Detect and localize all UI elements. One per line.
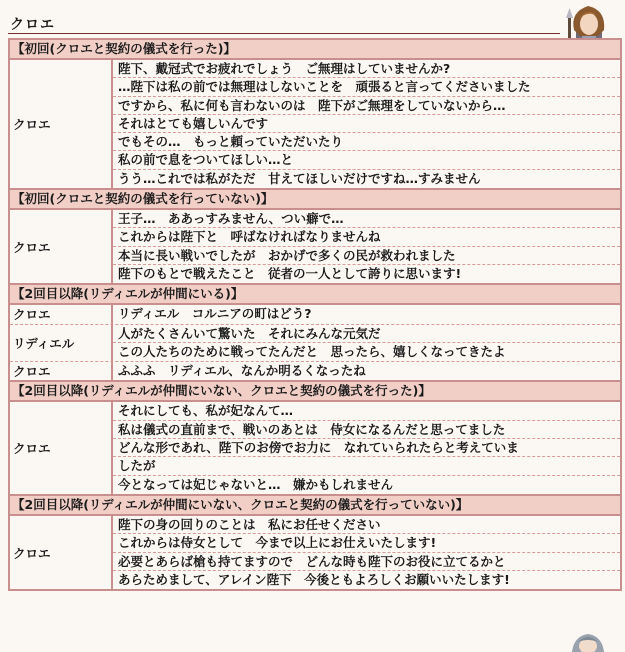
dialogue-line: これからは侍女として 今まで以上にお仕えいたします! bbox=[113, 534, 620, 552]
dialogue-group bbox=[10, 516, 620, 591]
dialogue-line: それにしても、私が妃なんて… bbox=[113, 402, 620, 420]
section-header: 【2回目以降(リディエルが仲間にいない、クロエと契約の儀式を行った)】 bbox=[10, 380, 620, 402]
dialogue-line: したが bbox=[113, 457, 620, 475]
title-divider bbox=[8, 33, 560, 34]
page-title: クロエ bbox=[10, 17, 55, 33]
dialogue-line: これからは陛下と 呼ばなければなりませんね bbox=[113, 228, 620, 246]
dialogue-line: この人たちのために戦ってたんだと 思ったら、嬉しくなってきたよ bbox=[118, 343, 506, 359]
dialogue-line: 必要とあらば槍も持てますので どんな時も陛下のお役に立てるかと bbox=[113, 553, 620, 571]
dialogue-line: どんな形であれ、陛下のお傍でお力に なれていられたらと考えていま bbox=[113, 439, 620, 457]
dialogue-line: リディエル コルニアの町はどう? bbox=[118, 306, 312, 322]
dialogue-line: 王子… ああっすみません、つい癖で… bbox=[113, 210, 620, 228]
dialogue-line: 私の前で息をついてほしい…と bbox=[113, 151, 620, 169]
speaker-name: クロエ bbox=[10, 60, 113, 188]
dialogue-line: 本当に長い戦いでしたが おかげで多くの民が救われました bbox=[113, 247, 620, 265]
dialogue-line: 私は儀式の直前まで、戦いのあとは 侍女になるんだと思ってました bbox=[113, 421, 620, 439]
dialogue-line: あらためまして、アレイン陛下 今後ともよろしくお願いいたします! bbox=[118, 571, 510, 587]
dialogue-line: 陛下のもとで戦えたこと 従者の一人として誇りに思います! bbox=[118, 265, 462, 281]
section-header: 【初回(クロエと契約の儀式を行った)】 bbox=[10, 38, 620, 60]
dialogue-line: 今となっては妃じゃないと… 嫌かもしれません bbox=[118, 476, 394, 492]
dialogue-line: うう…これでは私がただ 甘えてほしいだけですね…すみません bbox=[118, 170, 481, 186]
section-header: 【初回(クロエと契約の儀式を行っていない)】 bbox=[10, 188, 620, 210]
dialogue-line: ですから、私に何も言わないのは 陛下がご無理をしていないから… bbox=[113, 97, 620, 115]
speaker-name: クロエ bbox=[10, 516, 113, 589]
dialogue-group bbox=[10, 305, 620, 323]
next-character-portrait bbox=[566, 632, 610, 652]
dialogue-group bbox=[10, 324, 620, 362]
speaker-name: クロエ bbox=[10, 362, 113, 380]
dialogue-line: 陛下、戴冠式でお疲れでしょう ご無理はしていませんか? bbox=[113, 60, 620, 78]
dialogue-line: …陛下は私の前では無理はしないことを 頑張ると言ってくださいました bbox=[113, 78, 620, 96]
dialogue-line: ふふふ リディエル、なんか明るくなったね bbox=[118, 363, 366, 379]
speaker-name: クロエ bbox=[10, 402, 113, 493]
speaker-name: クロエ bbox=[10, 210, 113, 283]
dialogue-line: 陛下の身の回りのことは 私にお任せください bbox=[113, 516, 620, 534]
dialogue-group bbox=[10, 60, 620, 188]
section-header: 【2回目以降(リディエルが仲間にいない、クロエと契約の儀式を行っていない)】 bbox=[10, 494, 620, 516]
dialogue-line: 人がたくさんいて驚いた それにみんな元気だ bbox=[113, 325, 620, 343]
dialogue-table bbox=[8, 38, 622, 591]
dialogue-group bbox=[10, 210, 620, 283]
section-header: 【2回目以降(リディエルが仲間にいる)】 bbox=[10, 283, 620, 305]
speaker-name: リディエル bbox=[10, 325, 113, 362]
dialogue-group bbox=[10, 402, 620, 493]
dialogue-line: でもその… もっと頼っていただいたり bbox=[113, 133, 620, 151]
dialogue-group bbox=[10, 361, 620, 380]
speaker-name: クロエ bbox=[10, 305, 113, 323]
dialogue-line: それはとても嬉しいんです bbox=[113, 115, 620, 133]
